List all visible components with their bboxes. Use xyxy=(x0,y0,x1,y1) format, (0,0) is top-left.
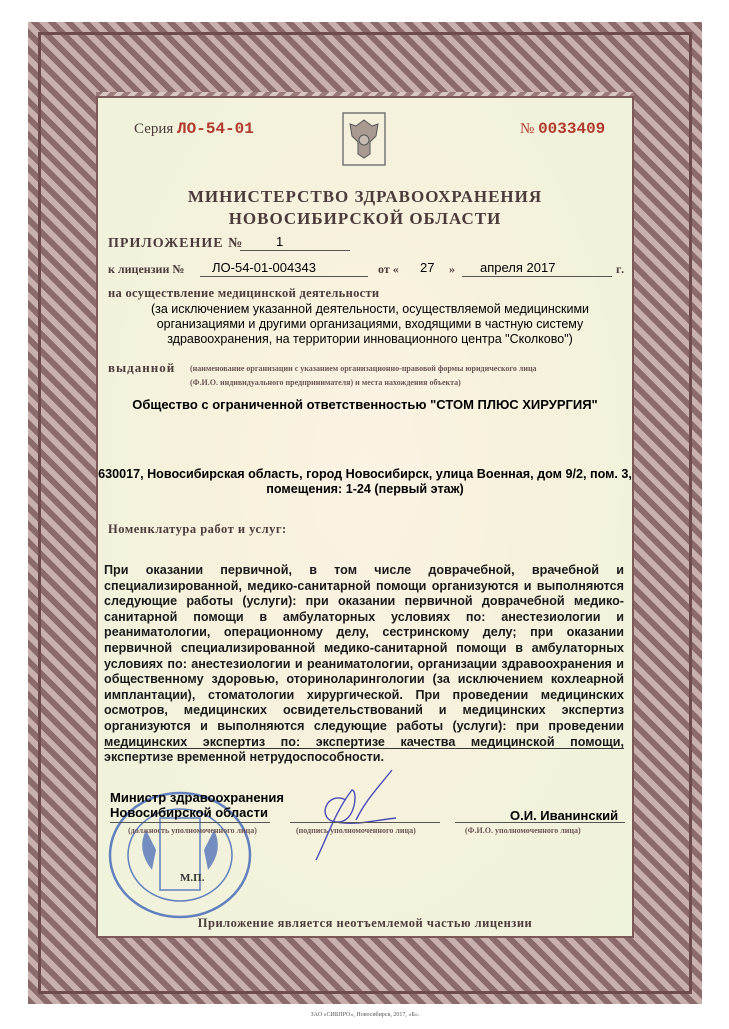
license-number: ЛО-54-01-004343 xyxy=(212,260,316,275)
signature-hint: (подпись уполномоченного лица) xyxy=(296,826,416,835)
position-line-1: Министр здравоохранения xyxy=(110,790,284,805)
signer-position xyxy=(110,790,284,820)
address-line-1: 630017, Новосибирская область, город Новосибирск, улица Военная, дом 9/2, пом. 3, xyxy=(98,467,632,481)
date-from: от « xyxy=(378,262,399,276)
license-month-year: апреля 2017 xyxy=(480,260,556,275)
nomenclature-label: Номенклатура работ и услуг: xyxy=(108,522,287,536)
number-label: № xyxy=(520,121,535,137)
ministry-line-2: НОВОСИБИРСКОЙ ОБЛАСТИ xyxy=(228,209,502,228)
series xyxy=(134,120,254,138)
signer-name: О.И. Иванинский xyxy=(510,808,619,823)
activity-label: на осуществление медицинской деятельности xyxy=(108,286,380,300)
series-value: ЛО-54-01 xyxy=(177,120,254,138)
license-day: 27 xyxy=(420,260,435,275)
series-label: Серия xyxy=(134,121,174,137)
address-line-2: помещения: 1-24 (первый этаж) xyxy=(266,482,464,496)
printer-imprint: ЗАО «СИБПРО», Новосибирск, 2017, «Б». xyxy=(310,1012,420,1018)
organization-name: Общество с ограниченной ответственностью "СТОМ ПЛЮС ХИРУРГИЯ" xyxy=(132,397,598,412)
nomenclature-text: При оказании первичной, в том числе доврачебной, врачебной и специализированной, медико-санитарной помощи организуются и выполняются следующие работы (услуги): при оказании первичной доврачебной медико-санитарной помощи в амбулаторных условиях по: анестезиологии и реаниматологии, операционному делу, сестринскому делу; при оказании первичной специализированной медико-санитарной помощи в амбулаторных условиях по: анестезиологии и реаниматологии, организации здравоохранения и общественному здоровью, оториноларингологии (за исключением кохлеарной имплантации), стоматологии хирургической. При проведении медицинских осмотров, медицинских освидетельствований и медицинских экспертиз организуются и выполняются следующие работы (услуги): при проведении медицинских экспертиз по: экспертизе качества медицинской помощи, экспертизе временной нетрудоспособности. xyxy=(104,563,624,765)
appendix-footer-note: Приложение является неотъемлемой частью лицензии xyxy=(197,916,533,930)
position-hint: (должность уполномоченного лица) xyxy=(128,826,257,835)
issued-hint-2: (Ф.И.О. индивидуального предпринимателя) и места нахождения объекта) xyxy=(190,378,461,387)
activity-note: (за исключением указанной деятельности, осуществляемой медицинскими организациями и другими организациями, входящими в частную систему здравоохранения, на территории инновационного центра "Сколково") xyxy=(150,302,590,346)
appendix-number: 1 xyxy=(276,234,284,249)
date-close: » xyxy=(449,262,456,276)
stamp-place-label: М.П. xyxy=(180,872,205,884)
appendix-label: ПРИЛОЖЕНИЕ № xyxy=(108,236,244,251)
coat-of-arms-emblem xyxy=(342,112,386,166)
handwritten-signature xyxy=(296,760,406,870)
year-suffix: г. xyxy=(616,262,626,276)
position-line-2: Новосибирской области xyxy=(110,805,268,820)
issued-label: выданной xyxy=(108,360,176,375)
name-hint: (Ф.И.О. уполномоченного лица) xyxy=(465,826,581,835)
form-number xyxy=(520,120,605,138)
ministry-title xyxy=(96,186,634,230)
organization-address xyxy=(96,467,634,497)
issued-hint-1: (наименование организации с указанием организационно-правовой формы юридического лица xyxy=(190,364,537,373)
license-label: к лицензии № xyxy=(108,262,185,276)
number-value: 0033409 xyxy=(538,120,606,138)
ministry-line-1: МИНИСТЕРСТВО ЗДРАВООХРАНЕНИЯ xyxy=(187,187,543,206)
